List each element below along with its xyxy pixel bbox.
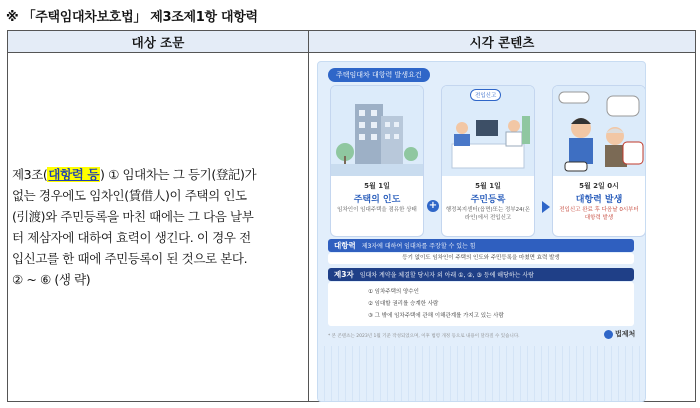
list-item: ③ 그 밖에 임차주택에 관해 이해관계를 가지고 있는 사람 <box>368 313 504 319</box>
infographic <box>317 61 646 402</box>
step1-date: 5월 1일 <box>364 182 390 190</box>
building-icon <box>331 86 423 176</box>
step1-name: 주택의 인도 <box>353 195 401 205</box>
clause-line: 제3조(대항력 등) ① 임대차는 그 등기(登記)가 <box>12 167 257 182</box>
step3-date: 5월 2일 0시 <box>579 182 619 190</box>
step1-desc: 임차인이 임대주택을 점유한 상태 <box>337 207 417 213</box>
clause-line: ② ~ ⑥ (생 략) <box>12 272 91 287</box>
clause-line: 없는 경우에도 임차인(賃借人)이 주택의 인도 <box>12 188 247 203</box>
people-illustration <box>553 86 645 176</box>
step2-name: 주민등록 <box>470 195 506 205</box>
clause-highlight: 대항력 등 <box>48 167 100 182</box>
list-item: ① 임차주택의 양수인 <box>368 289 419 295</box>
step2-tag: 전입신고 <box>470 89 501 101</box>
step-card-possession <box>330 85 424 237</box>
clause-line: 입신고를 한 때에 주민등록이 된 것으로 본다. <box>12 251 248 266</box>
plus-icon: + <box>428 200 438 211</box>
moleg-logo: 법제처 <box>604 329 635 339</box>
step2-date: 5월 1일 <box>475 182 501 190</box>
clause-line: (引渡)와 주민등록을 마친 때에는 그 다음 날부 <box>12 209 254 224</box>
clause-line: 터 제삼자에 대하여 효력이 생긴다. 이 경우 전 <box>12 230 251 245</box>
step3-desc: 전입신고 완료 후 다음날 0시부터 대항력 발생 <box>559 207 639 221</box>
list-item: ② 임대할 권리를 승계한 사람 <box>368 301 439 307</box>
col-header-clause: 대상 조문 <box>8 31 309 53</box>
clause-cell <box>8 53 309 402</box>
background-stripes <box>318 346 645 401</box>
step-card-registration <box>441 85 535 237</box>
step3-name: 대항력 발생 <box>575 195 623 205</box>
definition-bar-opposability: 대항력 제3자에 대하여 임대차를 주장할 수 있는 힘 <box>328 239 634 252</box>
third-party-list <box>328 282 634 326</box>
col-header-visual: 시각 콘텐츠 <box>309 31 696 53</box>
infographic-title: 주택임대차 대항력 발생요건 <box>328 68 430 82</box>
definition-bar-third-party: 제3자 임대차 계약을 체결할 당시자 외 아래 ①, ②, ③ 등에 해당하는 사람 <box>328 268 634 281</box>
definition-note: 등기 없이도 임차인이 주택의 인도와 주민등록을 마쳤면 효력 발생 <box>328 253 634 264</box>
tenant-landlord-icon <box>553 86 645 176</box>
step2-desc: 행정복지센터(읍면)또는 정부24(온라인)에서 전입신고 <box>445 207 531 221</box>
step-card-effect <box>552 85 646 237</box>
logo-mark-icon <box>604 330 613 339</box>
arrow-right-icon <box>542 201 550 213</box>
footnote: * 본 콘텐츠는 2023년 1월 기준 작성되었으며, 이후 법령 개정 등으로 내용이 달라질 수 있습니다. <box>328 334 520 339</box>
page-heading: ※ 「주택임대차보호법」 제3조제1항 대항력 <box>6 10 258 25</box>
building-illustration <box>331 86 423 176</box>
